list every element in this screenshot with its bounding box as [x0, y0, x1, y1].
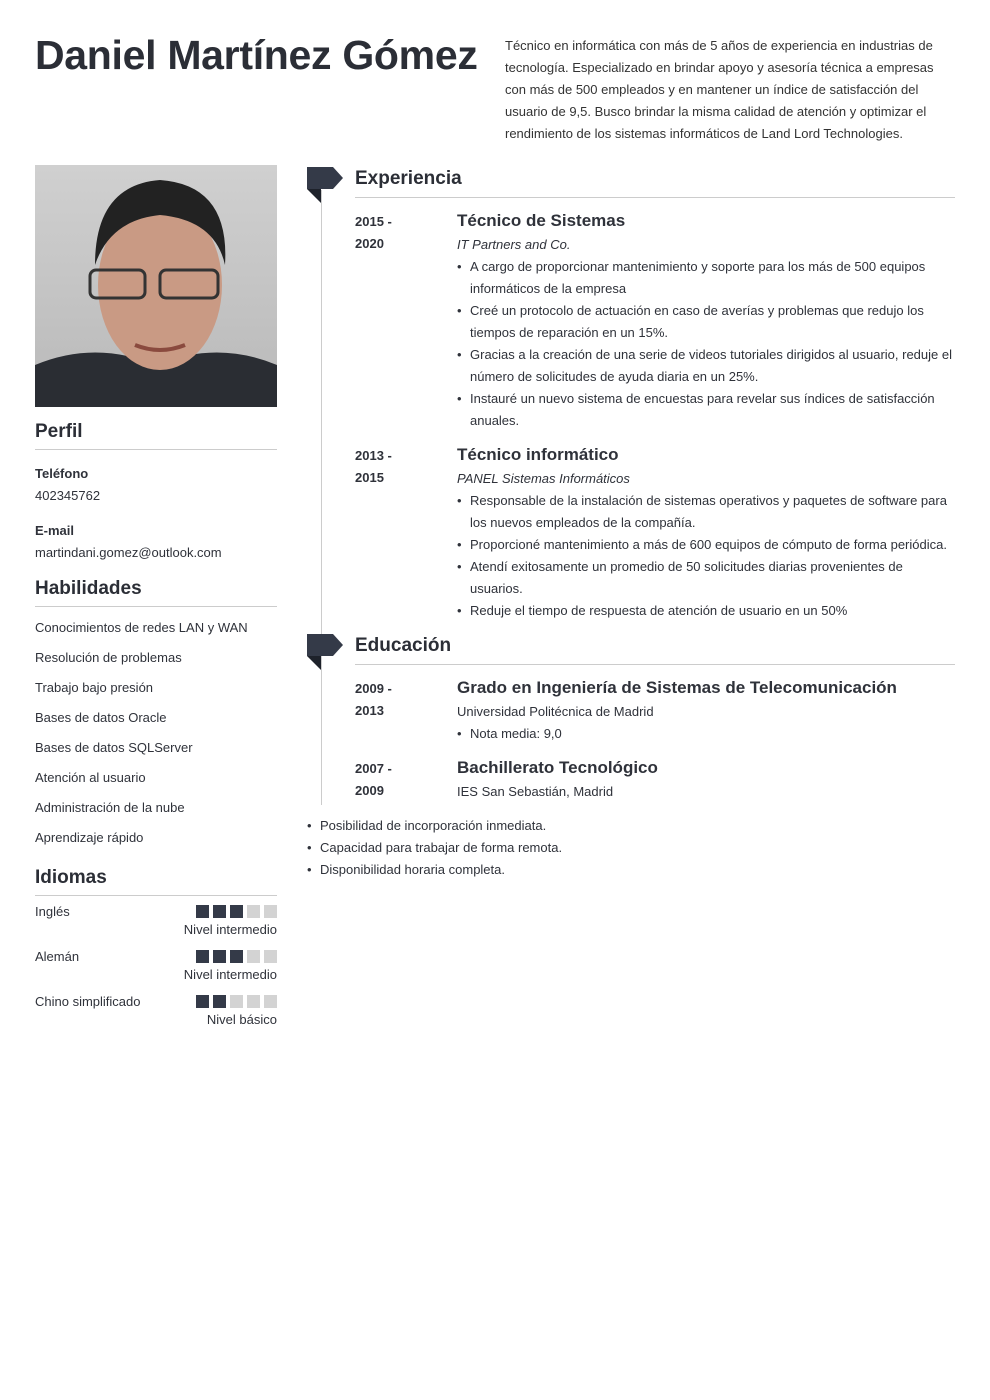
rating-dot [213, 905, 226, 918]
date-range [355, 208, 457, 432]
entry-title: Técnico de Sistemas [457, 211, 626, 230]
entry-details [457, 755, 955, 803]
rating-dot [213, 950, 226, 963]
skill-item: Aprendizaje rápido [35, 830, 144, 845]
education-section [307, 634, 955, 803]
entry-title: Grado en Ingeniería de Sistemas de Telecomunicación [457, 678, 897, 697]
section-flag-icon [307, 634, 343, 670]
additional-info-list [307, 815, 562, 881]
skill-item: Bases de datos Oracle [35, 710, 167, 725]
entry-details [457, 675, 955, 745]
education-entry [355, 755, 955, 803]
entry-details [457, 208, 955, 432]
education-entry [355, 675, 955, 745]
email-label: E-mail [35, 523, 75, 538]
rating-dot [247, 905, 260, 918]
rating-dot [196, 950, 209, 963]
profile-heading: Perfil [35, 421, 277, 450]
rating-dot [230, 905, 243, 918]
section-flag-icon [307, 167, 343, 203]
bullet-list [457, 490, 955, 622]
additional-info-item: • Capacidad para trabajar de forma remota. [307, 837, 562, 859]
bullet-list [457, 256, 955, 432]
experience-section [307, 167, 955, 622]
date-range [355, 442, 457, 622]
experience-entry [355, 208, 955, 432]
entry-details [457, 442, 955, 622]
phone-value: 402345762 [35, 488, 101, 503]
rating-dot [213, 995, 226, 1008]
education-heading: Educación [355, 634, 955, 665]
languages-heading: Idiomas [35, 867, 277, 896]
school: Universidad Politécnica de Madrid [457, 704, 654, 719]
bullet-item: • Responsable de la instalación de sistemas operativos y paquetes de software para los nuevos empleados de la compañía. [457, 490, 955, 534]
rating-dot [247, 995, 260, 1008]
skill-item: Administración de la nube [35, 800, 185, 815]
skills-list [35, 613, 277, 853]
rating-dot [247, 950, 260, 963]
start-year: 2015 - [355, 214, 392, 229]
left-column [35, 165, 277, 1037]
profile-photo [35, 165, 277, 407]
skill-item: Atención al usuario [35, 770, 146, 785]
experience-entry [355, 442, 955, 622]
summary: Técnico en informática con más de 5 años de experiencia en industrias de tecnología. Especializado en brindar apoyo y asesoría técnica a empresas con más de 500 empleados y en mantener un índice de satisfacción del usuario de 9,5. Busco brindar la misma calidad de atención y optimizar el rendimiento de los sistemas informáticos de Land Lord Technologies. [505, 38, 934, 141]
bullet-item: • Proporcioné mantenimiento a más de 600 equipos de cómputo de forma periódica. [457, 534, 955, 556]
skill-item: Conocimientos de redes LAN y WAN [35, 620, 248, 635]
right-column [307, 167, 955, 803]
experience-heading: Experiencia [355, 167, 955, 198]
company: PANEL Sistemas Informáticos [457, 471, 630, 486]
date-range [355, 675, 457, 745]
language-level: Nivel básico [206, 1012, 277, 1027]
bullet-item: • Creé un protocolo de actuación en caso de averías y problemas que redujo los tiempos de reparación en un 15%. [457, 300, 955, 344]
skill-item: Bases de datos SQLServer [35, 740, 193, 755]
bullet-item: • Reduje el tiempo de respuesta de atención de usuario en un 50% [457, 600, 955, 622]
start-year: 2013 - [355, 448, 392, 463]
bullet-item: • Gracias a la creación de una serie de videos tutoriales dirigidos al usuario, reduje el número de solicitudes de ayuda diaria en un 25%. [457, 344, 955, 388]
language-level: Nivel intermedio [183, 967, 277, 982]
bullet-list [457, 723, 955, 745]
end-year: 2013 [355, 703, 384, 718]
start-year: 2007 - [355, 761, 392, 776]
rating-dot [264, 950, 277, 963]
language-name: Alemán [35, 949, 80, 964]
entry-title: Técnico informático [457, 445, 619, 464]
start-year: 2009 - [355, 681, 392, 696]
bullet-item: • A cargo de proporcionar mantenimiento y soporte para los más de 500 equipos informáticos de la empresa [457, 256, 955, 300]
school: IES San Sebastián, Madrid [457, 784, 614, 799]
company: IT Partners and Co. [457, 237, 571, 252]
languages-list [35, 904, 277, 1031]
skills-heading: Habilidades [35, 578, 277, 607]
language-rating [196, 905, 277, 918]
skill-item: Trabajo bajo presión [35, 680, 154, 695]
end-year: 2009 [355, 783, 384, 798]
end-year: 2015 [355, 470, 384, 485]
additional-info-item: • Disponibilidad horaria completa. [307, 859, 562, 881]
bullet-item: • Nota media: 9,0 [457, 723, 955, 745]
rating-dot [230, 950, 243, 963]
language-level: Nivel intermedio [183, 922, 277, 937]
language-row [35, 949, 277, 964]
language-rating [196, 995, 277, 1008]
rating-dot [264, 995, 277, 1008]
language-rating [196, 950, 277, 963]
rating-dot [196, 995, 209, 1008]
phone-label: Teléfono [35, 466, 89, 481]
language-name: Inglés [35, 904, 70, 919]
bullet-item: • Atendí exitosamente un promedio de 50 solicitudes diarias provenientes de usuarios. [457, 556, 955, 600]
end-year: 2020 [355, 236, 384, 251]
entry-title: Bachillerato Tecnológico [457, 758, 658, 777]
date-range [355, 755, 457, 803]
language-row [35, 994, 277, 1009]
language-name: Chino simplificado [35, 994, 141, 1009]
language-row [35, 904, 277, 919]
candidate-name: Daniel Martínez Gómez [35, 32, 478, 78]
additional-info-item: • Posibilidad de incorporación inmediata. [307, 815, 562, 837]
rating-dot [196, 905, 209, 918]
email-value: martindani.gomez@outlook.com [35, 545, 222, 560]
skill-item: Resolución de problemas [35, 650, 182, 665]
bullet-item: • Instauré un nuevo sistema de encuestas para revelar sus índices de satisfacción anuales. [457, 388, 955, 432]
rating-dot [230, 995, 243, 1008]
rating-dot [264, 905, 277, 918]
